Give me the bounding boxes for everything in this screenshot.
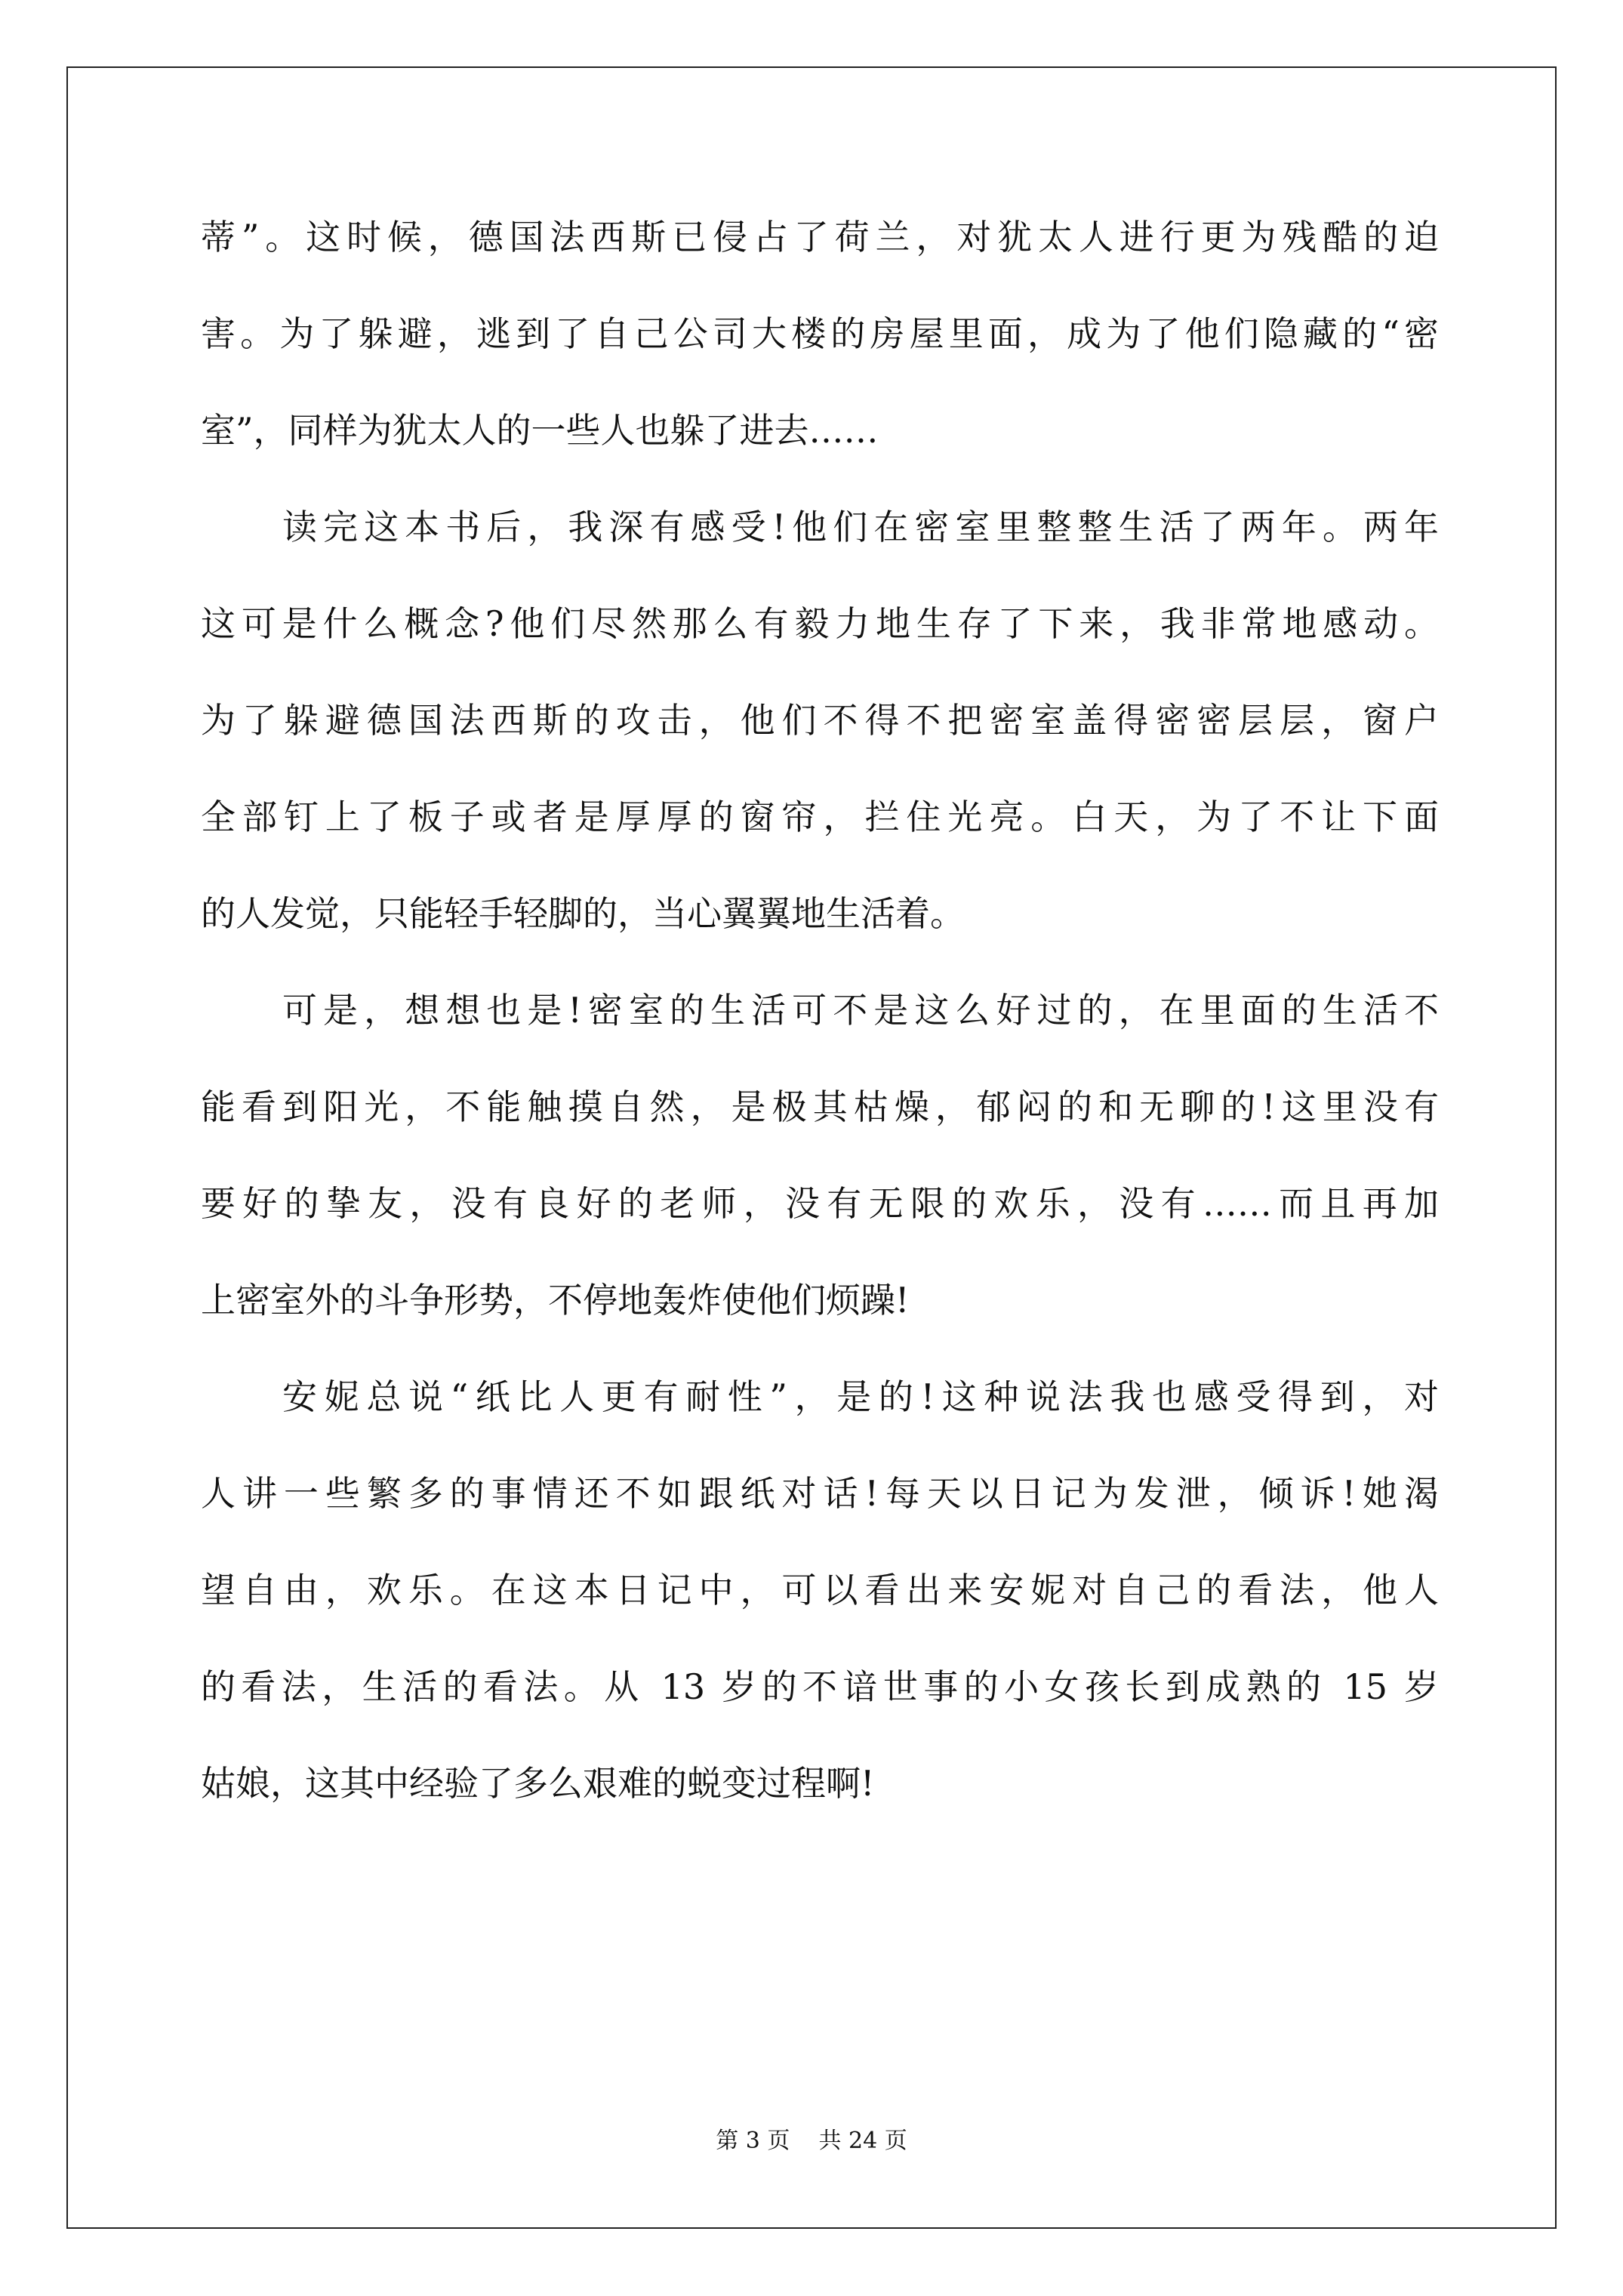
document-body (201, 213, 1439, 1856)
text-line: 要好的挚友，没有良好的老师，没有无限的欢乐，没有……而且再加 (201, 1183, 1439, 1224)
text-line: 害。为了躲避，逃到了自己公司大楼的房屋里面，成为了他们隐藏的“密 (201, 313, 1439, 354)
page-number-footer: 第 3 页 共 24 页 (716, 2128, 907, 2154)
text-line: 读完这本书后，我深有感受!他们在密室里整整生活了两年。两年 (282, 507, 1439, 547)
text-line: 姑娘，这其中经验了多么艰难的蜕变过程啊! (201, 1763, 875, 1804)
text-line: 安妮总说“纸比人更有耐性”，是的!这种说法我也感受得到，对 (282, 1376, 1439, 1417)
text-line: 这可是什么概念?他们尽然那么有毅力地生存了下来，我非常地感动。 (201, 603, 1439, 644)
text-line: 人讲一些繁多的事情还不如跟纸对话!每天以日记为发泄，倾诉!她渴 (201, 1473, 1439, 1514)
text-line: 能看到阳光，不能触摸自然，是极其枯燥，郁闷的和无聊的!这里没有 (201, 1086, 1439, 1127)
text-line: 可是，想想也是!密室的生活可不是这么好过的，在里面的生活不 (282, 990, 1439, 1031)
text-line: 全部钉上了板子或者是厚厚的窗帘，拦住光亮。白天，为了不让下面 (201, 797, 1439, 837)
text-line: 的人发觉，只能轻手轻脚的，当心翼翼地生活着。 (201, 893, 965, 934)
text-line: 蒂”。这时候，德国法西斯已侵占了荷兰，对犹太人进行更为残酷的迫 (201, 217, 1439, 257)
text-line: 望自由，欢乐。在这本日记中，可以看出来安妮对自己的看法，他人 (201, 1570, 1439, 1610)
text-line: 的看法，生活的看法。从 13 岁的不谙世事的小女孩长到成熟的 15 岁 (201, 1666, 1439, 1707)
text-line: 上密室外的斗争形势，不停地轰炸使他们烦躁! (201, 1280, 910, 1321)
text-line: 为了躲避德国法西斯的攻击，他们不得不把密室盖得密密层层，窗户 (201, 700, 1439, 741)
text-line: 室”，同样为犹太人的一些人也躲了进去…… (201, 410, 879, 451)
